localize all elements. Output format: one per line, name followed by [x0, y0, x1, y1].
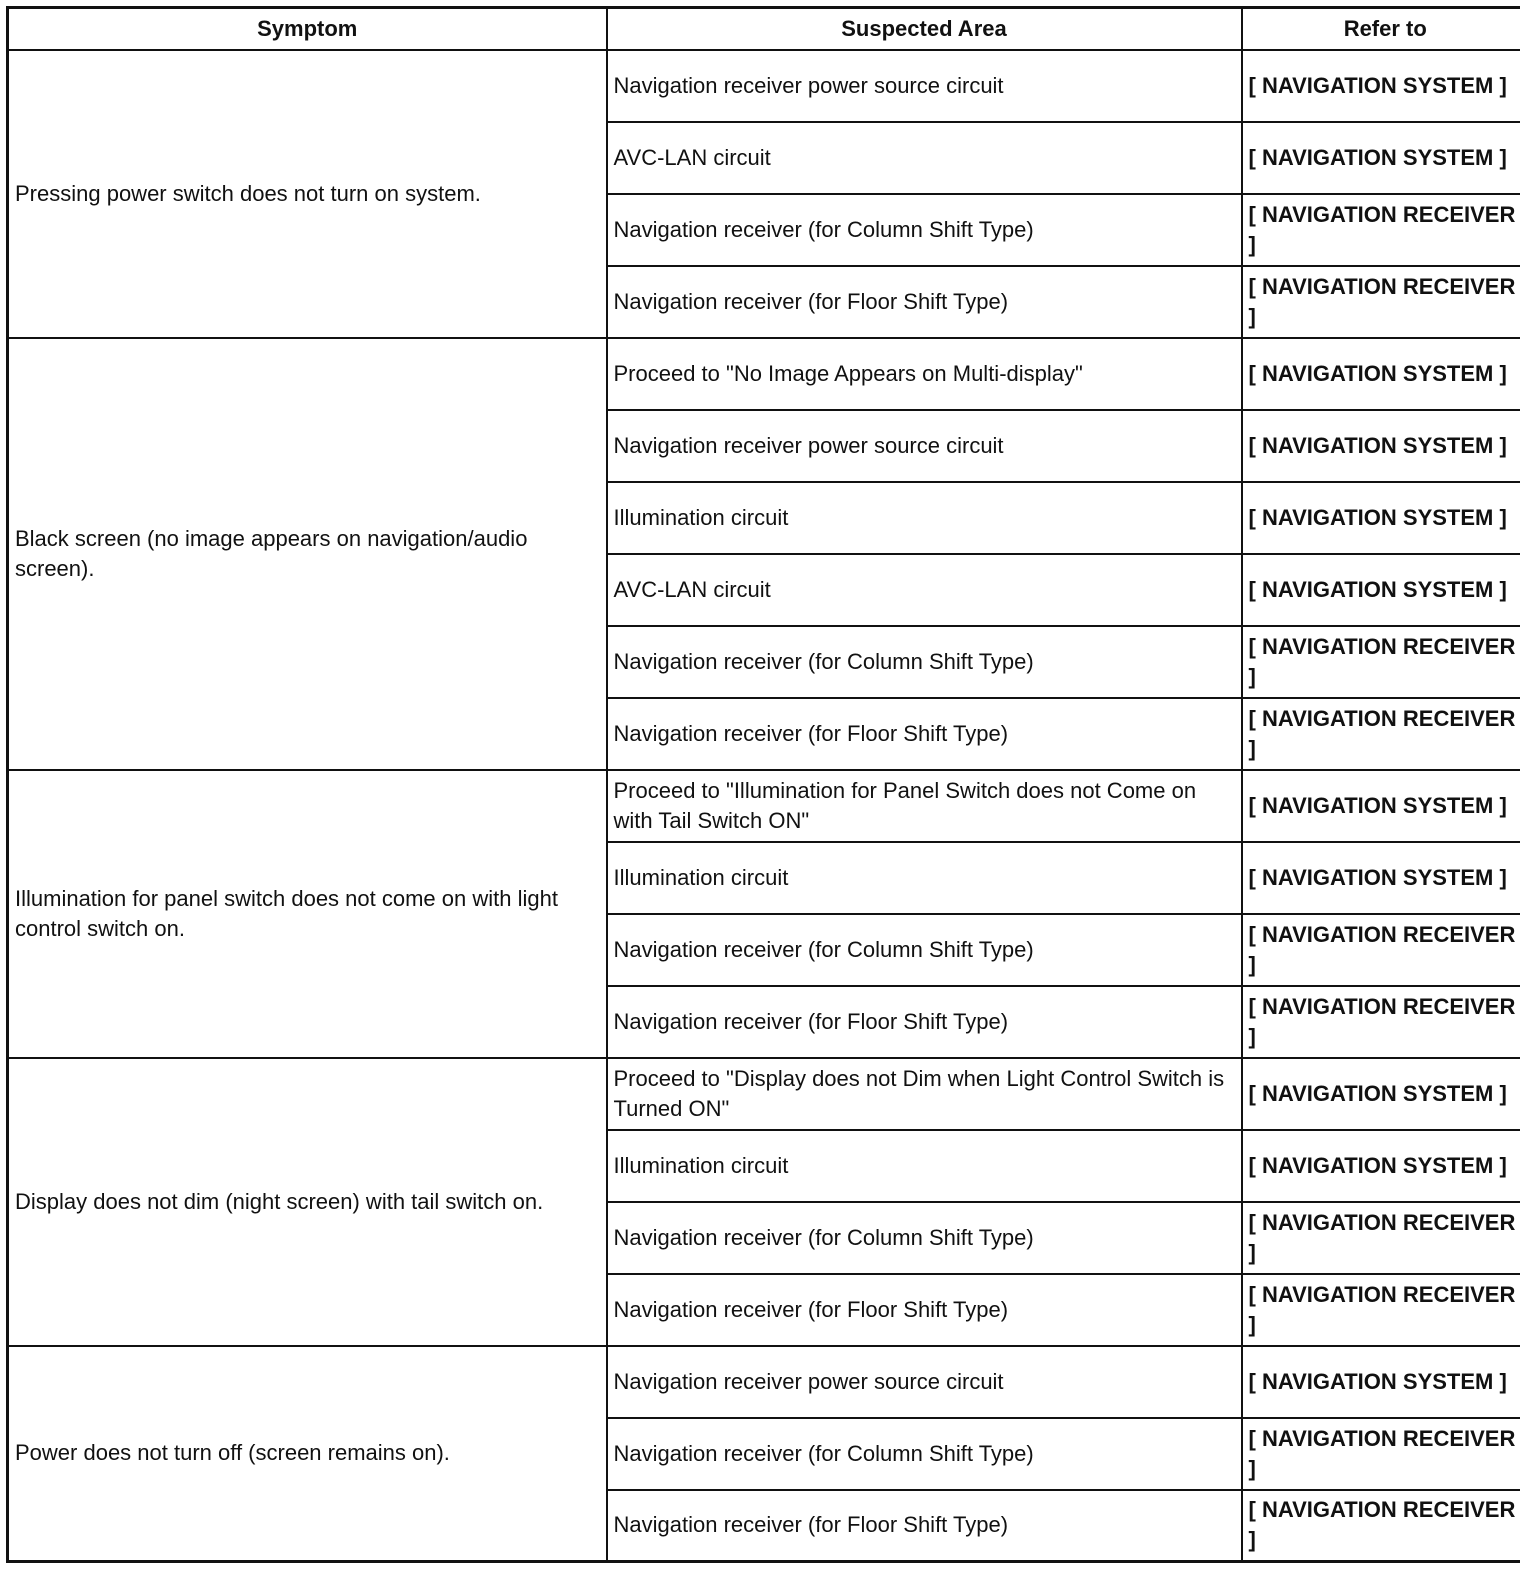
suspected-area-cell: Proceed to "Display does not Dim when Light Control Switch is Turned ON": [607, 1058, 1242, 1130]
suspected-area-cell: Illumination circuit: [607, 842, 1242, 914]
refer-to-cell: [ NAVIGATION RECEIVER ]: [1242, 986, 1520, 1058]
refer-to-cell: [ NAVIGATION SYSTEM ]: [1242, 338, 1520, 410]
suspected-area-cell: Illumination circuit: [607, 482, 1242, 554]
table-row: [8, 1346, 1520, 1418]
refer-to-cell: [ NAVIGATION SYSTEM ]: [1242, 1130, 1520, 1202]
symptom-cell: Black screen (no image appears on navigation/audio screen).: [8, 338, 607, 770]
refer-to-cell: [ NAVIGATION SYSTEM ]: [1242, 122, 1520, 194]
troubleshooting-table-container: [6, 6, 1520, 1563]
suspected-area-cell: Navigation receiver power source circuit: [607, 410, 1242, 482]
suspected-area-cell: Navigation receiver (for Floor Shift Type): [607, 1274, 1242, 1346]
refer-to-cell: [ NAVIGATION RECEIVER ]: [1242, 1202, 1520, 1274]
symptom-cell: Pressing power switch does not turn on system.: [8, 50, 607, 338]
refer-to-cell: [ NAVIGATION SYSTEM ]: [1242, 50, 1520, 122]
table-row: [8, 1058, 1520, 1130]
suspected-area-cell: Navigation receiver (for Floor Shift Type): [607, 986, 1242, 1058]
header-refer-to: Refer to: [1242, 8, 1520, 50]
header-row: [8, 8, 1520, 50]
suspected-area-cell: Navigation receiver (for Floor Shift Type): [607, 698, 1242, 770]
suspected-area-cell: Navigation receiver (for Floor Shift Type): [607, 1490, 1242, 1562]
refer-to-cell: [ NAVIGATION RECEIVER ]: [1242, 914, 1520, 986]
suspected-area-cell: Navigation receiver (for Column Shift Type): [607, 914, 1242, 986]
refer-to-cell: [ NAVIGATION SYSTEM ]: [1242, 1058, 1520, 1130]
refer-to-cell: [ NAVIGATION RECEIVER ]: [1242, 1490, 1520, 1562]
suspected-area-cell: Navigation receiver (for Floor Shift Type): [607, 266, 1242, 338]
suspected-area-cell: Proceed to "Illumination for Panel Switch does not Come on with Tail Switch ON": [607, 770, 1242, 842]
header-suspected-area: Suspected Area: [607, 8, 1242, 50]
refer-to-cell: [ NAVIGATION SYSTEM ]: [1242, 842, 1520, 914]
suspected-area-cell: Navigation receiver (for Column Shift Type): [607, 194, 1242, 266]
refer-to-cell: [ NAVIGATION RECEIVER ]: [1242, 698, 1520, 770]
suspected-area-cell: Navigation receiver (for Column Shift Type): [607, 1202, 1242, 1274]
refer-to-cell: [ NAVIGATION SYSTEM ]: [1242, 1346, 1520, 1418]
suspected-area-cell: Proceed to "No Image Appears on Multi-display": [607, 338, 1242, 410]
suspected-area-cell: AVC-LAN circuit: [607, 122, 1242, 194]
refer-to-cell: [ NAVIGATION RECEIVER ]: [1242, 1274, 1520, 1346]
symptom-cell: Power does not turn off (screen remains on).: [8, 1346, 607, 1562]
refer-to-cell: [ NAVIGATION SYSTEM ]: [1242, 482, 1520, 554]
header-symptom: Symptom: [8, 8, 607, 50]
symptom-cell: Display does not dim (night screen) with tail switch on.: [8, 1058, 607, 1346]
suspected-area-cell: Navigation receiver power source circuit: [607, 50, 1242, 122]
problem-symptoms-table: [6, 6, 1520, 1563]
suspected-area-cell: Navigation receiver power source circuit: [607, 1346, 1242, 1418]
suspected-area-cell: AVC-LAN circuit: [607, 554, 1242, 626]
suspected-area-cell: Navigation receiver (for Column Shift Type): [607, 1418, 1242, 1490]
suspected-area-cell: Navigation receiver (for Column Shift Type): [607, 626, 1242, 698]
suspected-area-cell: Illumination circuit: [607, 1130, 1242, 1202]
refer-to-cell: [ NAVIGATION SYSTEM ]: [1242, 770, 1520, 842]
refer-to-cell: [ NAVIGATION RECEIVER ]: [1242, 1418, 1520, 1490]
refer-to-cell: [ NAVIGATION SYSTEM ]: [1242, 410, 1520, 482]
table-row: [8, 338, 1520, 410]
table-row: [8, 770, 1520, 842]
refer-to-cell: [ NAVIGATION RECEIVER ]: [1242, 626, 1520, 698]
table-row: [8, 50, 1520, 122]
symptom-cell: Illumination for panel switch does not come on with light control switch on.: [8, 770, 607, 1058]
refer-to-cell: [ NAVIGATION RECEIVER ]: [1242, 194, 1520, 266]
refer-to-cell: [ NAVIGATION SYSTEM ]: [1242, 554, 1520, 626]
refer-to-cell: [ NAVIGATION RECEIVER ]: [1242, 266, 1520, 338]
